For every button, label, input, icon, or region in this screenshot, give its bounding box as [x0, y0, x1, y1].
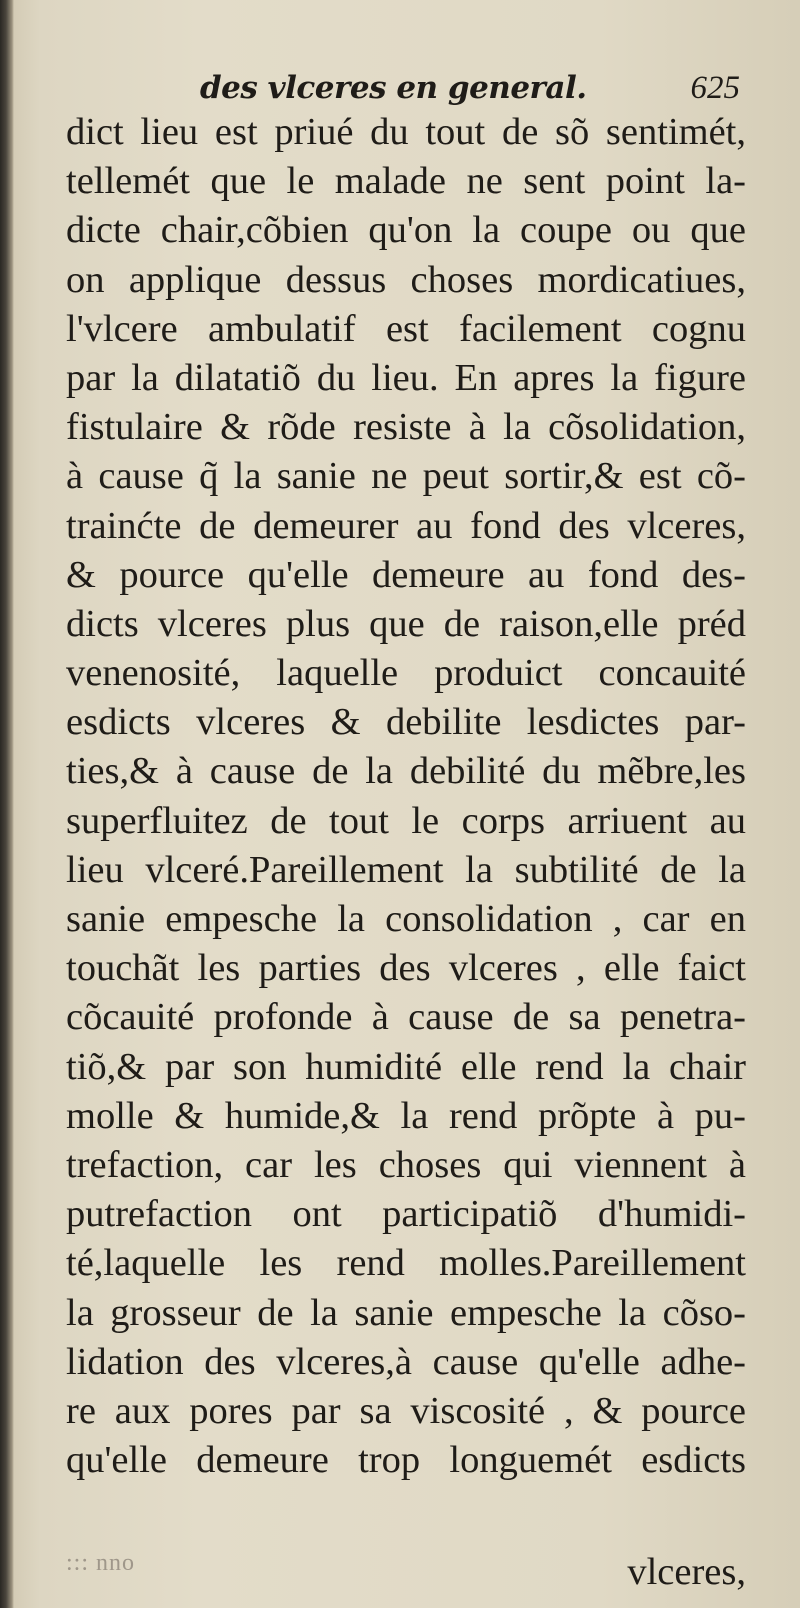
- text-line: re aux pores par sa viscosité , & pource: [66, 1389, 746, 1432]
- text-line: cõcauité profonde à cause de sa penetra-: [66, 996, 746, 1039]
- page-number: 625: [690, 70, 740, 106]
- body-text: [66, 108, 746, 1485]
- text-line: trainćte de demeurer au fond des vlceres,: [66, 504, 746, 547]
- text-line: l'vlcere ambulatif est facilement cognu: [66, 307, 746, 350]
- text-line: molle & humide,& la rend prõpte à pu-: [66, 1094, 746, 1137]
- text-line: fistulaire & rõde resiste à la cõsolidation,: [66, 406, 746, 449]
- running-title: des vlceres en general.: [200, 70, 587, 106]
- page-header: [200, 70, 760, 110]
- text-line: on applique dessus choses mordicatiues,: [66, 258, 746, 301]
- text-line: venenosité, laquelle produict concauité: [66, 652, 746, 695]
- text-line: dict lieu est priué du tout de sõ sentimét,: [66, 111, 746, 153]
- text-line: ties,& à cause de la debilité du mẽbre,les: [66, 750, 746, 793]
- text-line: à cause q̃ la sanie ne peut sortir,& est cõ-: [66, 455, 746, 498]
- signature-mark: ::: nno: [66, 1550, 136, 1576]
- text-line: qu'elle demeure trop longuemét esdicts: [66, 1439, 746, 1482]
- text-line: par la dilatatiõ du lieu. En apres la figure: [66, 356, 746, 399]
- text-line: lidation des vlceres,à cause qu'elle adhe-: [66, 1340, 746, 1383]
- book-gutter: [0, 0, 14, 1608]
- text-line: tellemét que le malade ne sent point la-: [66, 160, 746, 203]
- text-line: putrefaction ont participatiõ d'humidi-: [66, 1193, 746, 1236]
- text-line: sanie empesche la consolidation , car en: [66, 898, 746, 940]
- text-line: trefaction, car les choses qui viennent à: [66, 1143, 746, 1186]
- text-line: tiõ,& par son humidité elle rend la chair: [66, 1045, 746, 1088]
- text-line: superfluitez de tout le corps arriuent au: [66, 799, 746, 842]
- text-line: té,laquelle les rend molles.Pareillement: [66, 1242, 746, 1285]
- text-line: la grosseur de la sanie empesche la cõso-: [66, 1291, 746, 1334]
- text-line: lieu vlceré.Pareillement la subtilité de la: [66, 848, 746, 891]
- catchword: vlceres,: [627, 1551, 746, 1593]
- text-line: esdicts vlceres & debilite lesdictes par-: [66, 701, 746, 744]
- text-line: dicte chair,cõbien qu'on la coupe ou que: [66, 209, 746, 252]
- page-footer: [66, 1550, 746, 1600]
- text-line: & pource qu'elle demeure au fond des-: [66, 553, 746, 596]
- text-line: dicts vlceres plus que de raison,elle préd: [66, 602, 746, 645]
- text-line: touchãt les parties des vlceres , elle faict: [66, 947, 746, 990]
